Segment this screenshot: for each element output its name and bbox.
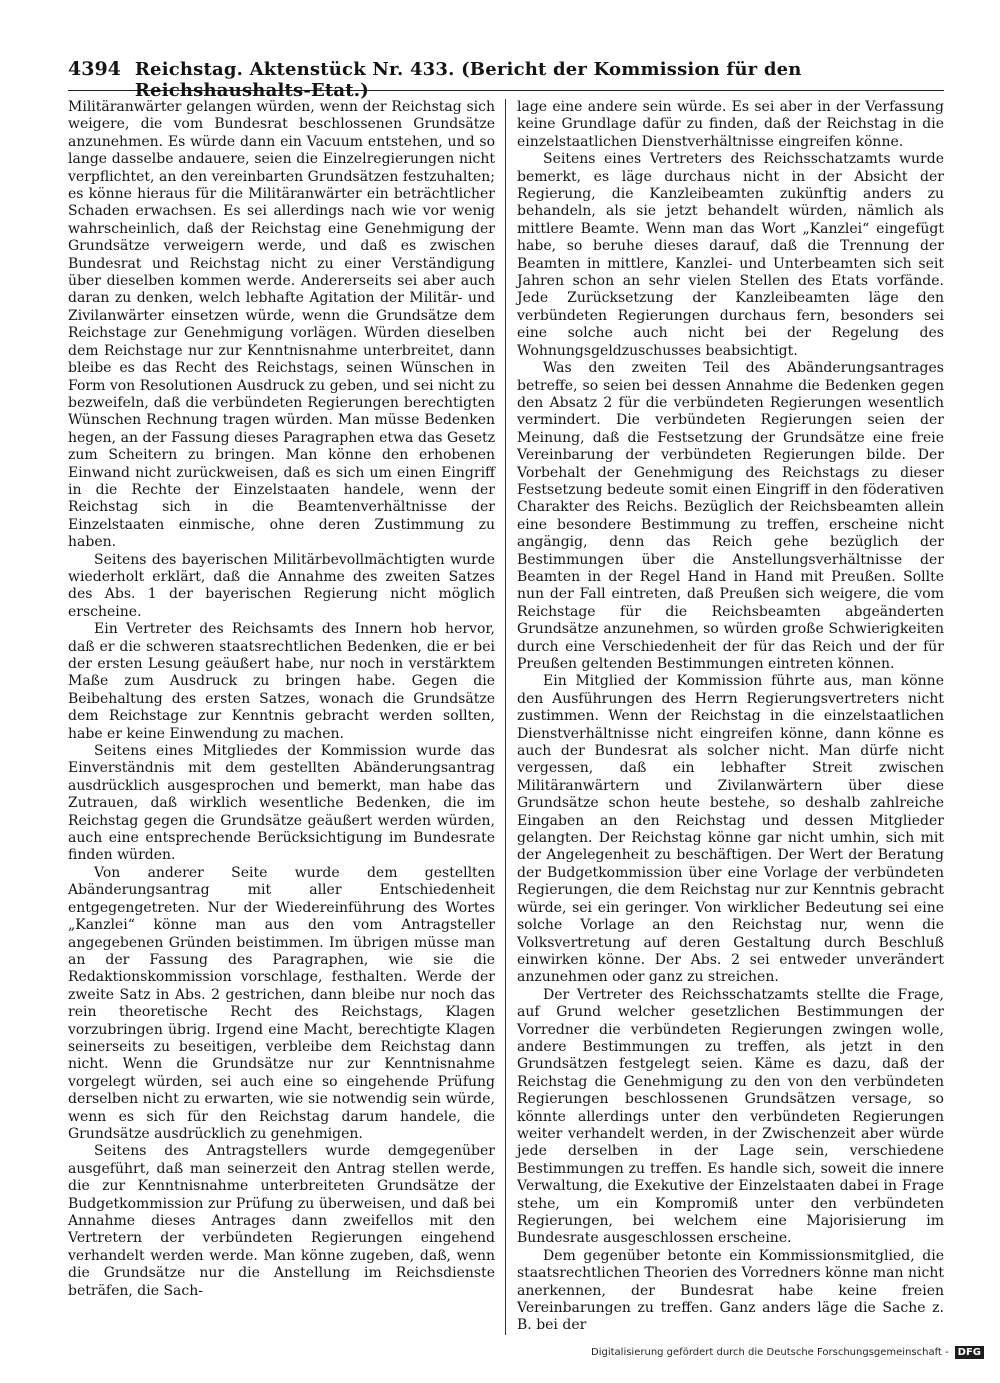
paragraph: Der Vertreter des Reichsschatzamts stellte die Frage, auf Grund welcher gesetzlichen Bestimmungen der Vorredner die verbündeten Regierungen zwingen wolle, andere Bestimmungen zu treffen, als jetzt in den Grundsätzen festgelegt seien. Käme es dazu, daß der Reichstag die Genehmigung zu den von den verbündeten Regierungen beschlossenen Grundsätzen versage, so könnte allerdings unter den verbündeten Regierungen weiter verhandelt werden, in der Zwischenzeit aber würde jede derselben in der Lage sein, verschiedene Bestimmungen zu treffen. Es handle sich, soweit die innere Verwaltung, die Exekutive der Einzelstaaten dabei in Frage stehe, um ein Kompromiß unter den verbündeten Regierungen, bei welchem eine Majorisierung im Bundesrate ausgeschlossen erscheine. xyxy=(517,986,944,1247)
paragraph: Seitens des Antragstellers wurde demgegenüber ausgeführt, daß man seinerzeit den Antrag stellen werde, die zur Kenntnisnahme unterbreiteten Grundsätze der Budgetkommission zur Prüfung zu überweisen, und daß bei Annahme dieses Antrages dann zweifellos mit den Vertretern der verbündeten Regierungen eingehend verhandelt werden werde. Man könne zugeben, daß, wenn die Grundsätze nur die Anstellung im Reichsdienste beträfen, die Sach- xyxy=(68,1143,495,1299)
paragraph: Was den zweiten Teil des Abänderungsantrages betreffe, so seien bei dessen Annahme die Bedenken gegen den Absatz 2 für die verbündeten Regierungen wesentlich vermindert. Die verbündeten Regierungen seien der Meinung, daß die Festsetzung der Grundsätze eine freie Vereinbarung der verbündeten Regierungen bilde. Der Vorbehalt der Genehmigung des Reichstags zu dieser Festsetzung bedeute somit einen Eingriff in den föderativen Charakter des Reichs. Bezüglich der Reichsbeamten allein eine besondere Bestimmung zu treffen, erscheine nicht angängig, denn das Reich gehe bezüglich der Bestimmungen über die Anstellungsverhältnisse der Beamten in der Regel Hand in Hand mit Preußen. Sollte nun der Fall eintreten, daß Preußen sich weigere, die vom Reichstage für die Reichsbeamten abgeänderten Grundsätze anzunehmen, so würden große Schwierigkeiten durch eine Verschiedenheit der für das Reich und der für Preußen geltenden Bestimmungen eintreten können. xyxy=(517,360,944,672)
page-header xyxy=(68,58,944,101)
digitization-footer xyxy=(591,1346,984,1359)
column-divider xyxy=(505,99,506,1335)
paragraph: Seitens eines Vertreters des Reichsschatzamts wurde bemerkt, es läge durchaus nicht in der Absicht der Regierung, die Kanzleibeamten zukünftig anders zu behandeln, als sie jetzt behandelt würden, nämlich als mittlere Beamte. Wenn man das Wort „Kanzlei“ eingefügt habe, so beruhe dieses darauf, daß die Trennung der Beamten in mittlere, Kanzlei- und Unterbeamten sich seit Jahren schon an sehr vielen Stellen des Etats vorfände. Jede Zurücksetzung der Kanzleibeamten läge den verbündeten Regierungen durchaus fern, besonders sei eine solche auch nicht bei der Regelung des Wohnungsgeldzuschusses beabsichtigt. xyxy=(517,151,944,359)
left-column xyxy=(68,99,495,1335)
paragraph: Ein Mitglied der Kommission führte aus, man könne den Ausführungen des Herrn Regierungsvertreters nicht zustimmen. Wenn der Reichstag in die einzelstaatlichen Dienstverhältnisse nicht eingreifen könne, dann könne es auch der Bundesrat als solcher nicht. Man dürfe nicht vergessen, daß ein lebhafter Streit zwischen Militäranwärtern und Zivilanwärtern über diese Grundsätze schon heute bestehe, so deshalb zahlreiche Eingaben an den Reichstag und dessen Mitglieder gelangten. Der Reichstag könne gar nicht umhin, sich mit der Angelegenheit zu beschäftigen. Der Wert der Beratung der Budgetkommission über eine Vorlage der verbündeten Regierungen, die dem Reichstag nur zur Kenntnis gebracht würde, sei ein geringer. Von wirklicher Bedeutung sei eine solche Vorlage an den Reichstag nur, wenn die Volksvertretung auf deren Gestaltung durch Beschluß einwirken könne. Der Abs. 2 sei entweder unverändert anzunehmen oder ganz zu streichen. xyxy=(517,673,944,986)
text-columns xyxy=(68,99,944,1335)
paragraph: Ein Vertreter des Reichsamts des Innern hob hervor, daß er die schweren staatsrechtlichen Bedenken, die er bei der ersten Lesung geäußert habe, nur noch in verstärktem Maße zum Ausdruck zu bringen habe. Gegen die Beibehaltung des ersten Satzes, wonach die Grundsätze dem Reichstage zur Kenntnis gebracht werden sollten, habe er keine Einwendung zu machen. xyxy=(68,621,495,742)
dfg-logo: DFG xyxy=(955,1346,984,1359)
paragraph: Seitens des bayerischen Militärbevollmächtigten wurde wiederholt erklärt, daß die Annahme des zweiten Satzes des Abs. 1 der bayerischen Regierung nicht möglich erscheine. xyxy=(68,551,495,620)
right-column xyxy=(517,99,944,1335)
paragraph: Militäranwärter gelangen würden, wenn der Reichstag sich weigere, die vom Bundesrat beschlossenen Grundsätze anzunehmen. Es würde dann ein Vacuum entstehen, und so lange dasselbe andauere, seien die Einzelregierungen nicht verpflichtet, an den vereinbarten Grundsätzen festzuhalten; es könne hieraus für die Militäranwärter ein beträchtlicher Schaden erwachsen. Es sei allerdings nach wie vor wenig wahrscheinlich, daß der Reichstag eine Genehmigung der Grundsätze verweigern werde, und daß es zwischen Bundesrat und Reichstag nicht zu einer Verständigung über dieselben kommen werde. Andererseits sei aber auch daran zu denken, welch lebhafte Agitation der Militär- und Zivilanwärter einsetzen würde, wenn die Grundsätze dem Reichstage zur Genehmigung vorlägen. Würden dieselben dem Reichstage nur zur Kenntnisnahme unterbreitet, dann bleibe es das Recht des Reichstags, seinen Wünschen in Form von Resolutionen Ausdruck zu geben, und sei nicht zu bezweifeln, daß die verbündeten Regierungen berechtigten Wünschen Rechnung tragen würden. Man müsse Bedenken hegen, an der Fassung dieses Paragraphen etwa das Gesetz zum Scheitern zu bringen. Man könne den erhobenen Einwand nicht zurückweisen, daß es sich um einen Eingriff in die Rechte der Einzelstaaten handele, wenn der Reichstag sich in die Beamtenverhältnisse der Einzelstaaten einmische, ohne deren Zustimmung zu haben. xyxy=(68,99,495,551)
running-title: Reichstag. Aktenstück Nr. 433. (Bericht der Kommission für den Reichshaushalts-Etat.) xyxy=(134,59,802,101)
paragraph: Dem gegenüber betonte ein Kommissionsmitglied, die staatsrechtlichen Theorien des Vorredners könne man nicht anerkennen, der Bundesrat habe keine freien Vereinbarungen zu treffen. Ganz anders läge die Sache z. B. bei der xyxy=(517,1247,944,1334)
document-page xyxy=(68,58,944,1335)
page-number: 4394 xyxy=(68,58,121,80)
paragraph: Seitens eines Mitgliedes der Kommission wurde das Einverständnis mit dem gestellten Abänderungsantrag ausdrücklich ausgesprochen und bemerkt, man habe das Zutrauen, daß wirklich wesentliche Bedenken, die im Reichstag gegen die Grundsätze geäußert werden würden, auch eine entsprechende Berücksichtigung im Bundesrate finden würden. xyxy=(68,743,495,864)
footer-text: Digitalisierung gefördert durch die Deutsche Forschungsgemeinschaft - xyxy=(591,1347,949,1358)
paragraph: lage eine andere sein würde. Es sei aber in der Verfassung keine Grundlage dafür zu finden, daß der Reichstag in die einzelstaatlichen Dienstverhältnisse eingreifen könne. xyxy=(517,99,944,150)
paragraph: Von anderer Seite wurde dem gestellten Abänderungsantrag mit aller Entschiedenheit entgegengetreten. Nur der Wiedereinführung des Wortes „Kanzlei“ könne man aus den vom Antragsteller angegebenen Gründen beistimmen. Im übrigen müsse man an der Fassung des Paragraphen, wie sie die Redaktionskommission vorschlage, festhalten. Werde der zweite Satz in Abs. 2 gestrichen, dann bleibe nur noch das rein theoretische Recht des Reichstags, Klagen vorzubringen übrig. Irgend eine Macht, berechtigte Klagen seinerseits zu beseitigen, verbleibe dem Reichstag dann nicht. Wenn die Grundsätze nur zur Kenntnisnahme vorgelegt würden, sei auch eine so eingehende Prüfung derselben nicht zu erwarten, wie sie notwendig sein würde, wenn es sich für den Reichstag darum handele, die Grundsätze ausdrücklich zu genehmigen. xyxy=(68,864,495,1142)
